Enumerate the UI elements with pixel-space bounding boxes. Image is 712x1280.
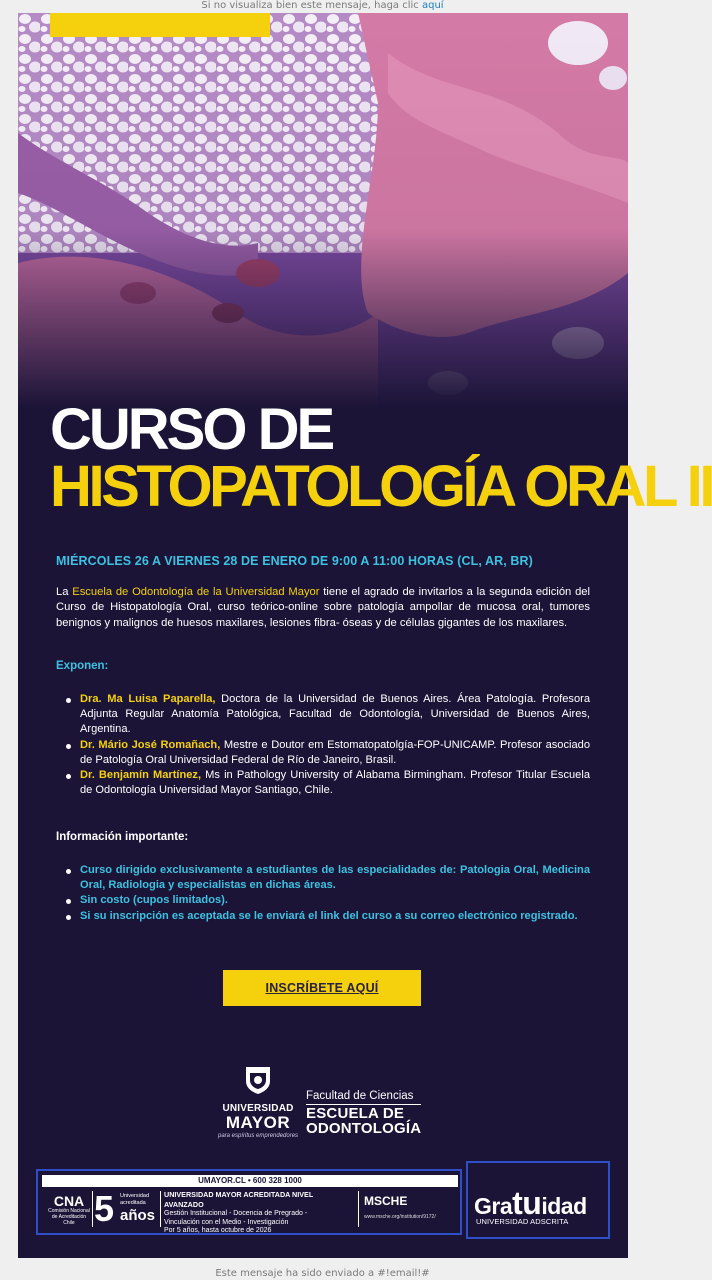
- faculty-name: Facultad de Ciencias: [306, 1089, 421, 1105]
- info-item: Curso dirigido exclusivamente a estudiantes de las especialidades de: Patologia Oral, Medicina Oral, Radiologia y especialistas en dichas áreas.: [80, 863, 590, 893]
- title-line-1: CURSO DE: [50, 397, 333, 462]
- view-online-link[interactable]: aquí: [421, 0, 444, 11]
- speaker-item: [80, 692, 590, 738]
- accreditation-title: UNIVERSIDAD MAYOR ACREDITADA NIVEL AVANZADO: [164, 1190, 314, 1209]
- speakers-list: [80, 692, 590, 798]
- speaker-bio: Mestre e Doutor em Estomatopatolgía-FOP-UNICAMP. Profesor asociado de Patología Oral Universidad Federal de Río de Janeiro, Brasil.: [80, 738, 590, 766]
- speaker-bio: Doctora de la Universidad de Buenos Aires. Área Patología. Profesora Adjunta Regular Anatomía Patológica, Facultad de Odontología, Universidad de Buenos Aires, Argentina.: [80, 693, 590, 736]
- intro-school-highlight: Escuela de Odontología de la Universidad Mayor: [72, 586, 320, 598]
- odontology-school-logo[interactable]: [306, 1089, 421, 1136]
- top-yellow-bar: [50, 13, 270, 37]
- speaker-name: Dra. Ma Luisa Paparella,: [80, 693, 216, 705]
- cna-mark: CNA: [53, 1193, 85, 1209]
- accreditation-banner[interactable]: [36, 1169, 462, 1235]
- course-dates: MIÉRCOLES 26 A VIERNES 28 DE ENERO DE 9:00 A 11:00 HORAS (CL, AR, BR): [56, 554, 533, 568]
- school-name-1: ESCUELA DE: [306, 1105, 405, 1122]
- speakers-heading: Exponen:: [56, 660, 109, 672]
- accreditation-contact: UMAYOR.CL • 600 328 1000: [198, 1176, 302, 1185]
- msche-url: www.msche.org/institution/9172/: [364, 1214, 436, 1220]
- info-list: [80, 863, 590, 924]
- info-heading: Información importante:: [56, 831, 189, 843]
- accreditation-body: [42, 1187, 458, 1234]
- info-item: Si su inscripción es aceptada se le enviará el link del curso a su correo electrónico registrado.: [80, 909, 590, 924]
- years-number: 5: [94, 1188, 115, 1229]
- um-line-2: MAYOR: [225, 1113, 291, 1132]
- speaker-item: [80, 768, 590, 798]
- title-line-2: HISTOPATOLOGÍA ORAL II: [50, 454, 712, 519]
- gratuidad-post: idad: [541, 1193, 587, 1219]
- school-name-2: ODONTOLOGÍA: [306, 1120, 422, 1137]
- view-online-notice: [0, 0, 645, 13]
- universidad-mayor-logo[interactable]: [218, 1065, 298, 1140]
- accreditation-line-1: Gestión Institucional - Docencia de Pregrado -: [164, 1210, 308, 1217]
- accreditation-line-3: Por 5 años, hasta octubre de 2026: [164, 1227, 272, 1234]
- hero-histology-image: [18, 13, 628, 408]
- speaker-name: Dr. Benjamín Martínez,: [80, 769, 202, 782]
- accreditation-details: [164, 1191, 354, 1236]
- um-tagline: para espíritus emprendedores: [218, 1133, 299, 1139]
- email-card: [18, 13, 712, 1258]
- intro-paragraph: [56, 585, 590, 631]
- accreditation-line-2: Vinculación con el Medio - Investigación: [164, 1218, 289, 1226]
- gratuidad-badge[interactable]: [466, 1161, 610, 1239]
- cna-logo: [48, 1194, 90, 1226]
- cna-text: Comisión Nacional de Acreditación Chile: [48, 1208, 90, 1226]
- speaker-item: [80, 738, 590, 768]
- intro-post: tiene el agrado de invitarlos a la segunda edición del Curso de Histopatología Oral, curso teórico-online sobre patología ampollar de mucosa oral, tumores benignos y malignos de huesos maxilares, lesiones fibra- óseas y de células gigantes de los maxilares.: [56, 586, 590, 629]
- accreditation-inner: [42, 1175, 458, 1234]
- divider: [92, 1191, 93, 1227]
- intro-pre: La: [56, 586, 69, 598]
- speaker-bio: Ms in Pathology University of Alabama Birmingham. Profesor Titular Escuela de Odontología Universidad Mayor Santiago, Chile.: [80, 769, 590, 797]
- divider: [160, 1191, 161, 1227]
- shield-icon: [244, 1065, 272, 1095]
- msche-logo: [364, 1195, 454, 1220]
- gratuidad-big: tu: [512, 1185, 542, 1221]
- institution-logos: [18, 1065, 628, 1145]
- footer-sent-to: Este mensaje ha sido enviado a #!email!#: [215, 1268, 430, 1279]
- um-line-1: UNIVERSIDAD: [222, 1103, 294, 1114]
- info-item: Sin costo (cupos limitados).: [80, 893, 590, 908]
- years-small-text: Universidad acreditada: [120, 1193, 150, 1206]
- gratuidad-pre: Gra: [474, 1193, 513, 1219]
- gratuidad-subtitle: UNIVERSIDAD ADSCRITA: [476, 1217, 569, 1226]
- view-online-text: Si no visualiza bien este mensaje, haga clic: [201, 0, 419, 11]
- years-word: años: [120, 1207, 156, 1224]
- register-button[interactable]: INSCRÍBETE AQUÍ: [223, 970, 421, 1006]
- speaker-name: Dr. Mário José Romañach,: [80, 738, 221, 751]
- divider: [358, 1191, 359, 1227]
- msche-mark: MSCHE: [364, 1194, 408, 1208]
